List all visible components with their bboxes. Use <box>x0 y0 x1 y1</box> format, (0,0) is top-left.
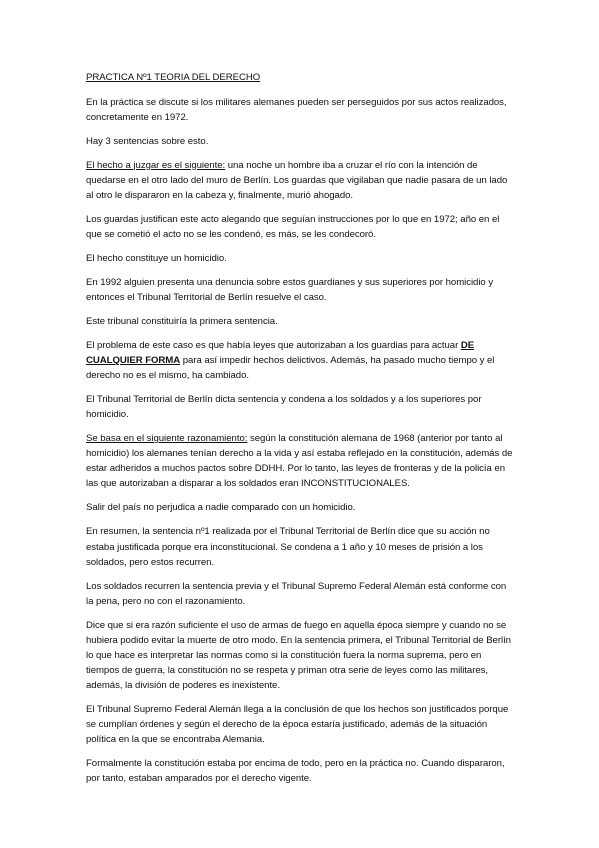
paragraph-13: Los soldados recurren la sentencia previa y el Tribunal Supremo Federal Alemán está conforme con la pena, pero no con el razonamiento. <box>86 580 507 607</box>
document-title: PRACTICA Nº1 TEORIA DEL DERECHO <box>86 72 261 83</box>
paragraph-15: El Tribunal Supremo Federal Alemán llega a la conclusión de que los hechos son justificados porque se cumplían órdenes y según el derecho de la época estaría justificado, además de la situación política en la que se encontraba Alemania. <box>86 704 509 746</box>
paragraph-8-after: para así impedir hechos delictivos. Además, ha pasado mucho tiempo y el derecho no es el mismo, ha cambiado. <box>86 355 495 382</box>
paragraph-10 <box>86 431 516 491</box>
paragraph-8-emphasis: DE CUALQUIER FORMA <box>86 339 475 367</box>
paragraph-2: Hay 3 sentencias sobre esto. <box>86 135 209 147</box>
paragraph-16: Formalmente la constitución estaba por encima de todo, pero en la práctica no. Cuando dispararon, por tanto, estaban amparados por el derecho vigente. <box>86 758 505 785</box>
paragraph-3-body: una noche un hombre iba a cruzar el río con la intención de quedarse en el otro lado del muro de Berlín. Los guardas que vigilaban que nadie pasara de un lado al otro le dispararon en la cabeza y, finalmente, murió ahogado. <box>86 159 508 201</box>
paragraph-12: En resumen, la sentencia nº1 realizada por el Tribunal Territorial de Berlín dice que su acción no estaba justificada porque era inconstitucional. Se condena a 1 año y 10 meses de prisión a los soldados, pero estos recurren. <box>86 526 490 568</box>
paragraph-10-lead: Se basa en el siguiente razonamiento: <box>86 433 248 445</box>
paragraph-14: Dice que si era razón suficiente el uso de armas de fuego en aquella época siempre y cuando no se hubiera podido evitar la muerte de otro modo. En la sentencia primera, el Tribunal Territorial de Berlín lo que hace es interpretar las normas como si la constitución fuera la norma suprema, pero en tiempos de guerra, la constitución no se respeta y priman otra serie de leyes como las militares, además, la división de poderes es inexistente. <box>86 619 511 692</box>
paragraph-8 <box>86 338 516 383</box>
paragraph-4: Los guardas justifican este acto alegando que seguían instrucciones por lo que en 1972; año en el que se cometió el acto no se les condenó, es más, se les condecoró. <box>86 213 500 240</box>
paragraph-1: En la práctica se discute si los militares alemanes pueden ser perseguidos por sus actos realizados, concretamente en 1972. <box>86 96 507 123</box>
paragraph-7: Este tribunal constituiría la primera sentencia. <box>86 315 278 327</box>
paragraph-3 <box>86 158 516 203</box>
paragraph-6: En 1992 alguien presenta una denuncia sobre estos guardianes y sus superiores por homicidio y entonces el Tribunal Territorial de Berlín resuelve el caso. <box>86 276 494 303</box>
paragraph-5: El hecho constituye un homicidio. <box>86 252 227 264</box>
document-page <box>86 70 516 795</box>
paragraph-10-body: según la constitución alemana de 1968 (anterior por tanto al homicidio) los alemanes tenían derecho a la vida y así estaba reflejado en la constitución, además de estar adheridos a muchos pactos sobre DDHH. Por lo tanto, las leyes de fronteras y de la policía en las que autorizaban a disparar a los soldados eran INCONSTITUCIONALES. <box>86 433 513 490</box>
paragraph-8-before: El problema de este caso es que había leyes que autorizaban a los guardias para actuar <box>86 339 461 351</box>
paragraph-3-lead: El hecho a juzgar es el siguiente: <box>86 159 226 171</box>
paragraph-11: Salir del país no perjudica a nadie comparado con un homicidio. <box>86 502 356 514</box>
paragraph-9: El Tribunal Territorial de Berlín dicta sentencia y condena a los soldados y a los superiores por homicidio. <box>86 394 482 421</box>
